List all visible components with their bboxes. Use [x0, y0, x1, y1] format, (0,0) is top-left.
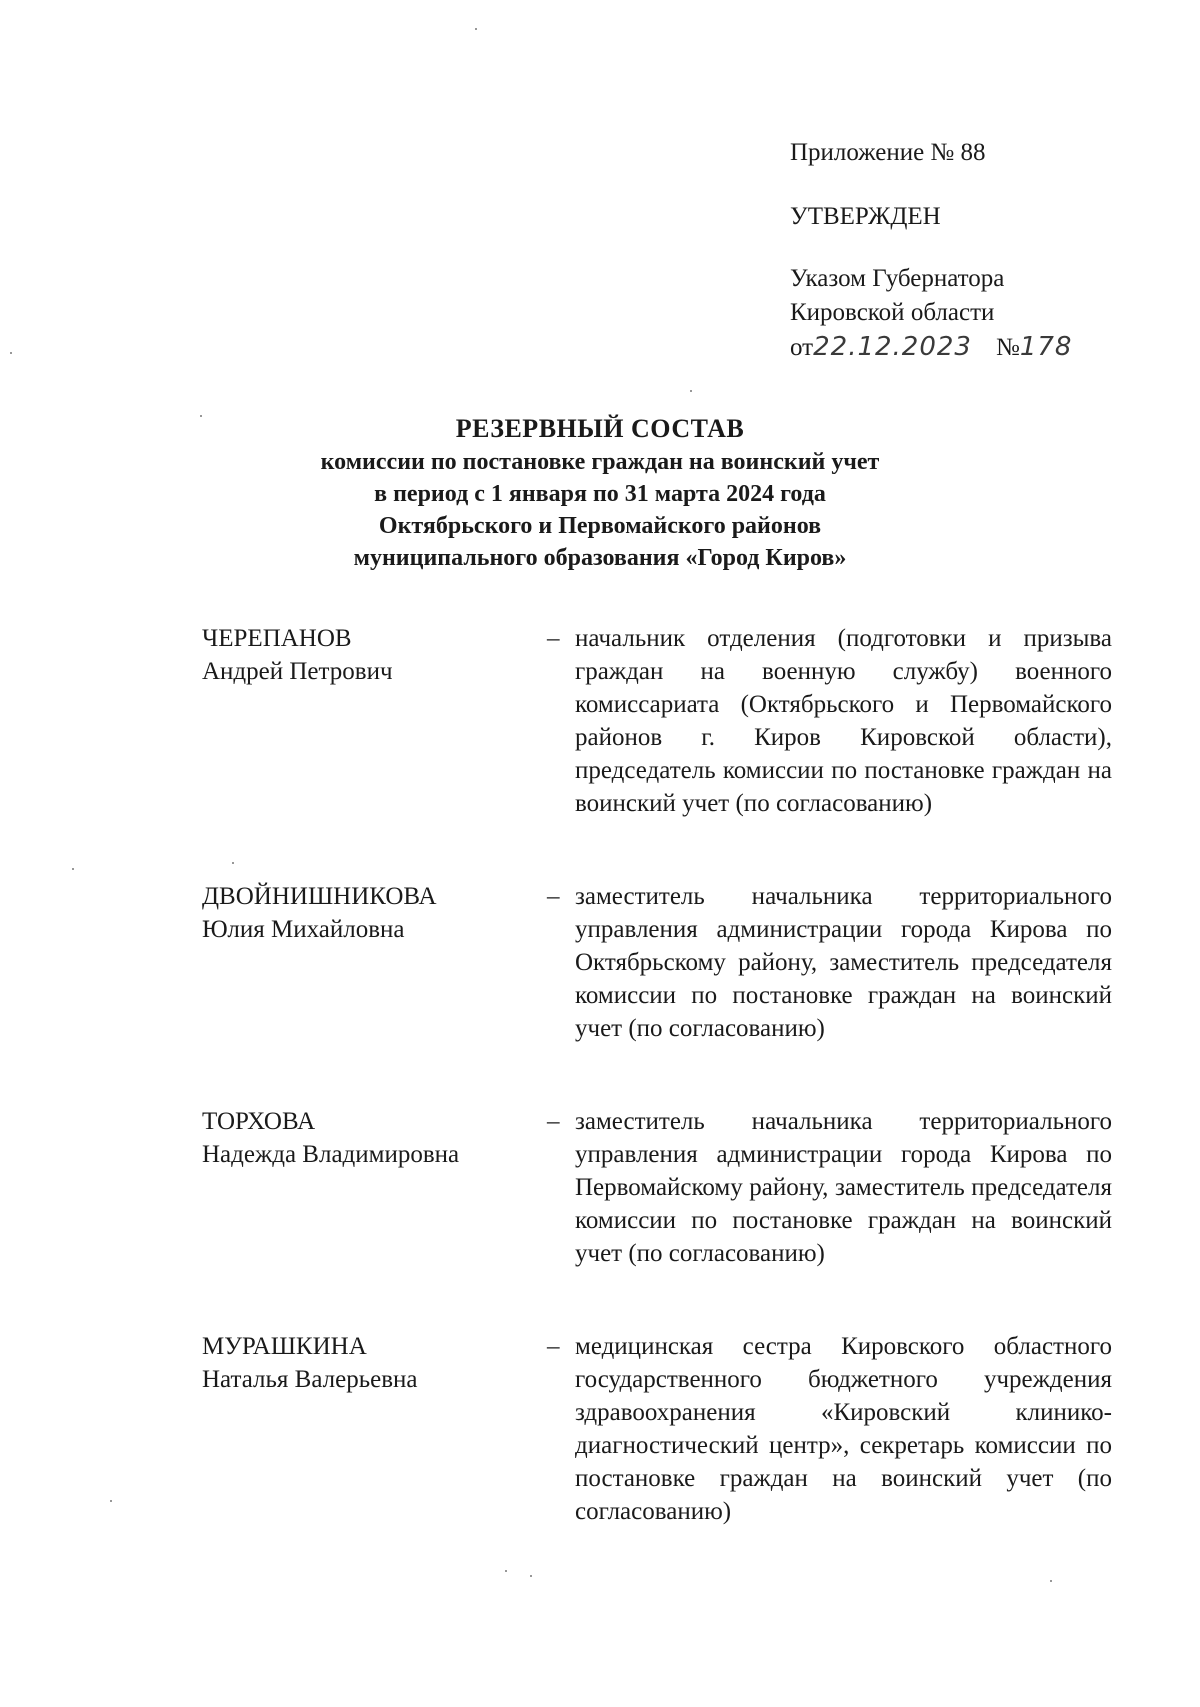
scan-speck: [200, 415, 202, 417]
member-given-name: Андрей Петрович: [202, 658, 393, 685]
member-surname: ДВОЙНИШНИКОВА: [202, 883, 437, 910]
member-dash: –: [547, 883, 560, 910]
scan-speck: [690, 390, 692, 392]
member-dash: –: [547, 1108, 560, 1135]
member-entry: [202, 880, 1112, 1045]
document-title: [150, 412, 1050, 574]
handwritten-date: 22.12.2023: [813, 332, 972, 362]
member-given-name: Юлия Михайловна: [202, 916, 405, 943]
member-surname: МУРАШКИНА: [202, 1333, 367, 1360]
approval-block: [790, 136, 1150, 365]
handwritten-number: 178: [1019, 332, 1073, 362]
decree-line-1: Указом Губернатора: [790, 265, 1005, 292]
scan-speck: [110, 1500, 112, 1502]
member-description: заместитель начальника территориального управления администрации города Кирова по Первомайскому району, заместитель председателя комиссии по постановке граждан на воинский учет (по согласованию): [575, 1108, 1112, 1267]
member-name: [202, 880, 547, 1045]
member-description: заместитель начальника территориального управления администрации города Кирова по Октябрьскому району, заместитель председателя комиссии по постановке граждан на воинский учет (по согласованию): [575, 883, 1112, 1042]
title-main: РЕЗЕРВНЫЙ СОСТАВ: [455, 414, 745, 443]
member-description: начальник отделения (подготовки и призыва граждан на военную службу) военного комиссариата (Октябрьского и Первомайского районов г. Киров Кировской области), председатель комиссии по постановке граждан на воинский учет (по согласованию): [575, 625, 1112, 817]
member-entry: [202, 1105, 1112, 1270]
date-prefix: от: [790, 334, 814, 361]
scan-speck: [530, 1575, 532, 1577]
scan-speck: [72, 868, 74, 870]
member-given-name: Надежда Владимировна: [202, 1141, 460, 1168]
appendix-number: Приложение № 88: [790, 139, 986, 166]
member-name: [202, 622, 547, 820]
member-surname: ТОРХОВА: [202, 1108, 316, 1135]
member-dash: –: [547, 625, 560, 652]
scan-speck: [505, 1570, 507, 1572]
scan-speck: [10, 352, 12, 354]
title-line-5: муниципального образования «Город Киров»: [353, 545, 847, 571]
scan-speck: [1050, 1580, 1052, 1582]
member-given-name: Наталья Валерьевна: [202, 1366, 418, 1393]
member-entry: [202, 622, 1112, 820]
number-prefix: №: [995, 334, 1020, 361]
decree-line-2: Кировской области: [790, 299, 995, 326]
member-dash: –: [547, 1333, 560, 1360]
approved-label: УТВЕРЖДЕН: [790, 203, 941, 230]
scan-speck: [475, 28, 477, 30]
title-line-2: комиссии по постановке граждан на воинский учет: [320, 449, 880, 475]
member-entry: [202, 1330, 1112, 1528]
decree-date-line: [790, 330, 1150, 365]
member-surname: ЧЕРЕПАНОВ: [202, 625, 352, 652]
title-line-4: Октябрьского и Первомайского районов: [378, 513, 822, 539]
title-line-3: в период с 1 января по 31 марта 2024 года: [374, 481, 826, 507]
member-name: [202, 1105, 547, 1270]
scan-speck: [232, 862, 234, 864]
members-list: [202, 622, 1112, 1528]
member-name: [202, 1330, 547, 1528]
member-description: медицинская сестра Кировского областного государственного бюджетного учреждения здравоохранения «Кировский клинико-диагностический центр», секретарь комиссии по постановке граждан на воинский учет (по согласованию): [575, 1333, 1112, 1525]
